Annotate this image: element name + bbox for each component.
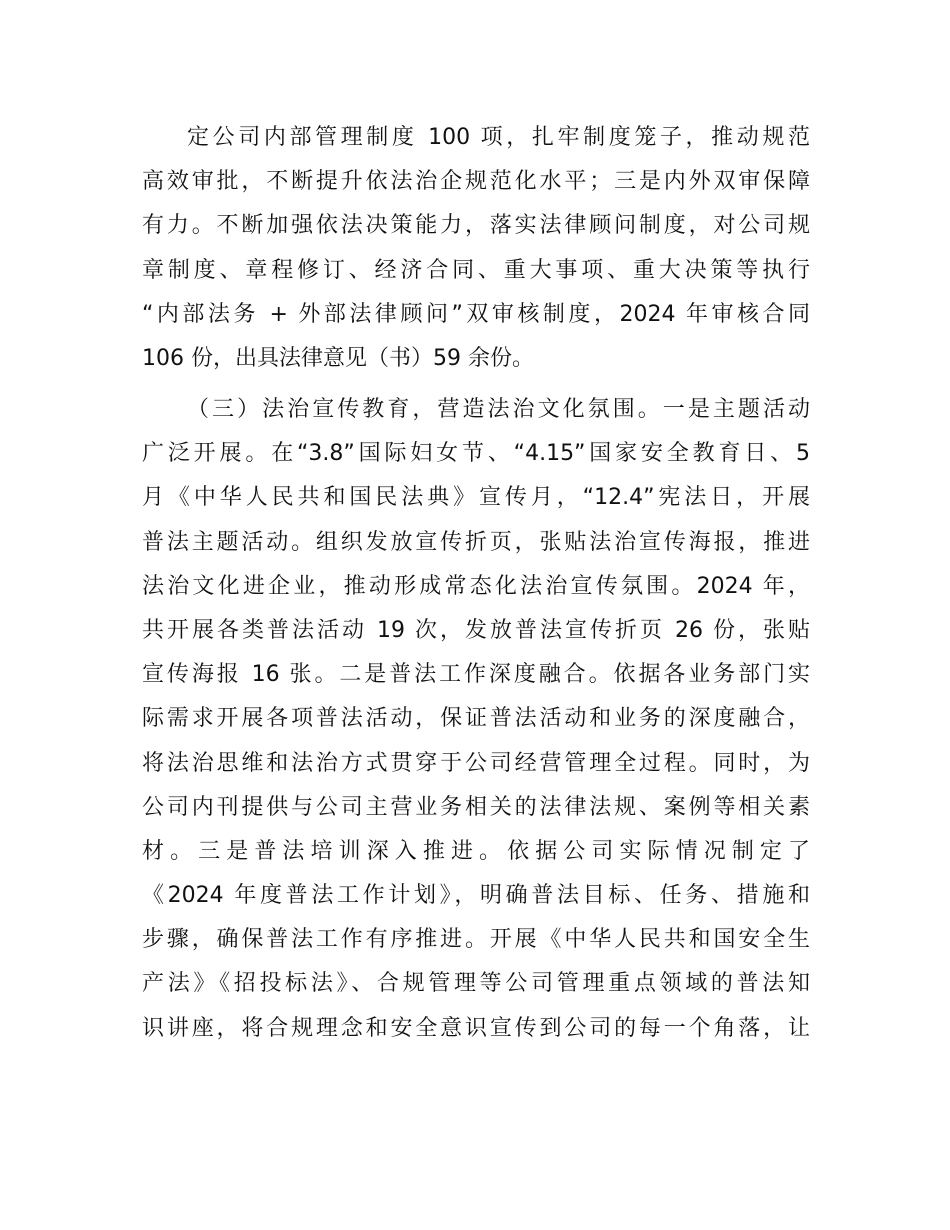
paragraph-line: 普法主题活动。组织发放宣传折页，张贴法治宣传海报，推进: [142, 529, 810, 555]
paragraph-line: 月《中华人民共和国民法典》宣传月，“12.4”宪法日，开展: [142, 485, 810, 511]
paragraph-legal-review: [142, 116, 810, 381]
paragraph-line: 步骤，确保普法工作有序推进。开展《中华人民共和国安全生: [142, 927, 810, 953]
paragraph-line: 广泛开展。在“3.8”国际妇女节、“4.15”国家安全教育日、5: [142, 441, 810, 467]
paragraph-line: 共开展各类普法活动 19 次，发放普法宣传折页 26 份，张贴: [142, 617, 810, 643]
paragraph-legal-education: [142, 388, 810, 1051]
paragraph-line: 际需求开展各项普法活动，保证普法活动和业务的深度融合，: [142, 706, 810, 732]
paragraph-line: 有力。不断加强依法决策能力，落实法律顾问制度，对公司规: [142, 213, 810, 239]
paragraph-line: “内部法务 + 外部法律顾问”双审核制度，2024 年审核合同: [142, 301, 810, 327]
paragraph-line: 高效审批，不断提升依法治企规范化水平；三是内外双审保障: [142, 169, 810, 195]
paragraph-line: 定公司内部管理制度 100 项，扎牢制度笼子，推动规范: [187, 125, 810, 150]
paragraph-line: 宣传海报 16 张。二是普法工作深度融合。依据各业务部门实: [142, 662, 810, 688]
paragraph-line: 材。三是普法培训深入推进。依据公司实际情况制定了: [142, 838, 810, 864]
paragraph-line: 《2024 年度普法工作计划》，明确普法目标、任务、措施和: [142, 883, 810, 909]
paragraph-line: 将法治思维和法治方式贯穿于公司经营管理全过程。同时，为: [142, 750, 810, 776]
paragraph-line: 公司内刊提供与公司主营业务相关的法律法规、案例等相关素: [142, 794, 810, 820]
paragraph-line: （三）法治宣传教育，营造法治文化氛围。一是主题活动: [187, 397, 810, 422]
paragraph-line: 产法》《招投标法》、合规管理等公司管理重点领域的普法知: [142, 971, 810, 997]
paragraph-line: 106 份，出具法律意见（书）59 余份。: [142, 345, 534, 371]
paragraph-line: 法治文化进企业，推动形成常态化法治宣传氛围。2024 年，: [142, 573, 810, 599]
paragraph-line: 章制度、章程修订、经济合同、重大事项、重大决策等执行: [142, 257, 810, 283]
paragraph-line: 识讲座，将合规理念和安全意识宣传到公司的每一个角落，让: [142, 1015, 810, 1041]
